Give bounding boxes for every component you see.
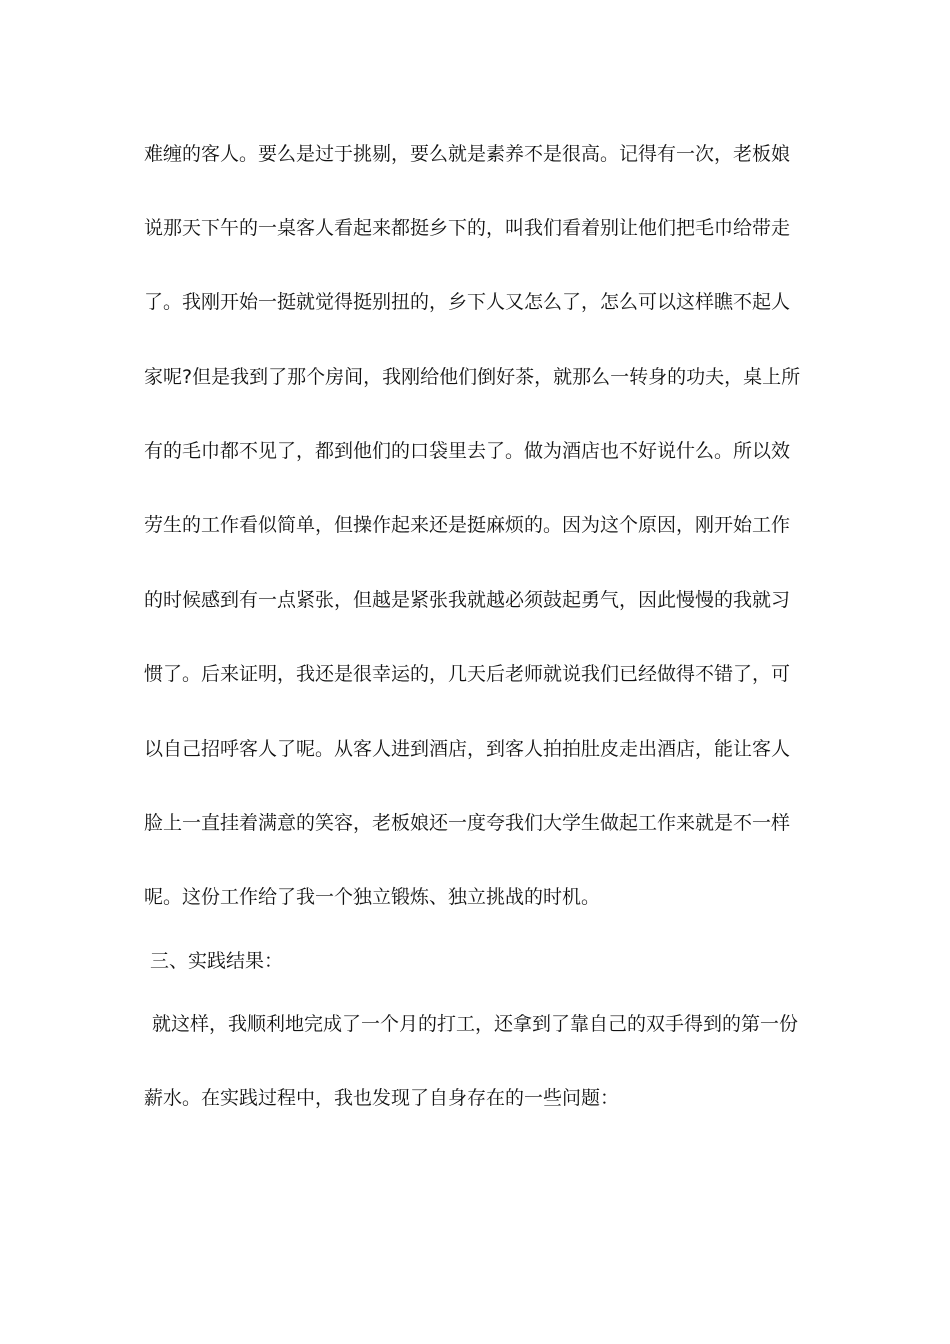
- paragraph-line: 呢。这份工作给了我一个独立锻炼、独立挑战的时机。: [144, 886, 601, 908]
- paragraph-line: 以自己招呼客人了呢。从客人进到酒店，到客人拍拍肚皮走出酒店，能让客人: [144, 738, 791, 760]
- paragraph-line: 难缠的客人。要么是过于挑剔，要么就是素养不是很高。记得有一次，老板娘: [144, 143, 791, 165]
- paragraph-line: 劳生的工作看似简单，但操作起来还是挺麻烦的。因为这个原因，刚开始工作: [144, 514, 791, 536]
- paragraph-line: 惯了。后来证明，我还是很幸运的，几天后老师就说我们已经做得不错了，可: [144, 663, 791, 685]
- paragraph-line: 说那天下午的一桌客人看起来都挺乡下的，叫我们看着别让他们把毛巾给带走: [144, 217, 791, 239]
- section-heading: 三、实践结果：: [150, 950, 284, 972]
- paragraph-line: 薪水。在实践过程中，我也发现了自身存在的一些问题：: [144, 1087, 620, 1109]
- paragraph-line: 了。我刚开始一挺就觉得挺别扭的，乡下人又怎么了，怎么可以这样瞧不起人: [144, 291, 791, 313]
- paragraph-line: 有的毛巾都不见了，都到他们的口袋里去了。做为酒店也不好说什么。所以效: [144, 440, 791, 462]
- paragraph-line: 就这样，我顺利地完成了一个月的打工，还拿到了靠自己的双手得到的第一份: [152, 1013, 799, 1035]
- paragraph-line: 家呢?但是我到了那个房间，我刚给他们倒好茶，就那么一转身的功夫，桌上所: [144, 366, 801, 388]
- paragraph-line: 的时候感到有一点紧张，但越是紧张我就越必须鼓起勇气，因此慢慢的我就习: [144, 589, 791, 611]
- paragraph-line: 脸上一直挂着满意的笑容，老板娘还一度夸我们大学生做起工作来就是不一样: [144, 812, 791, 834]
